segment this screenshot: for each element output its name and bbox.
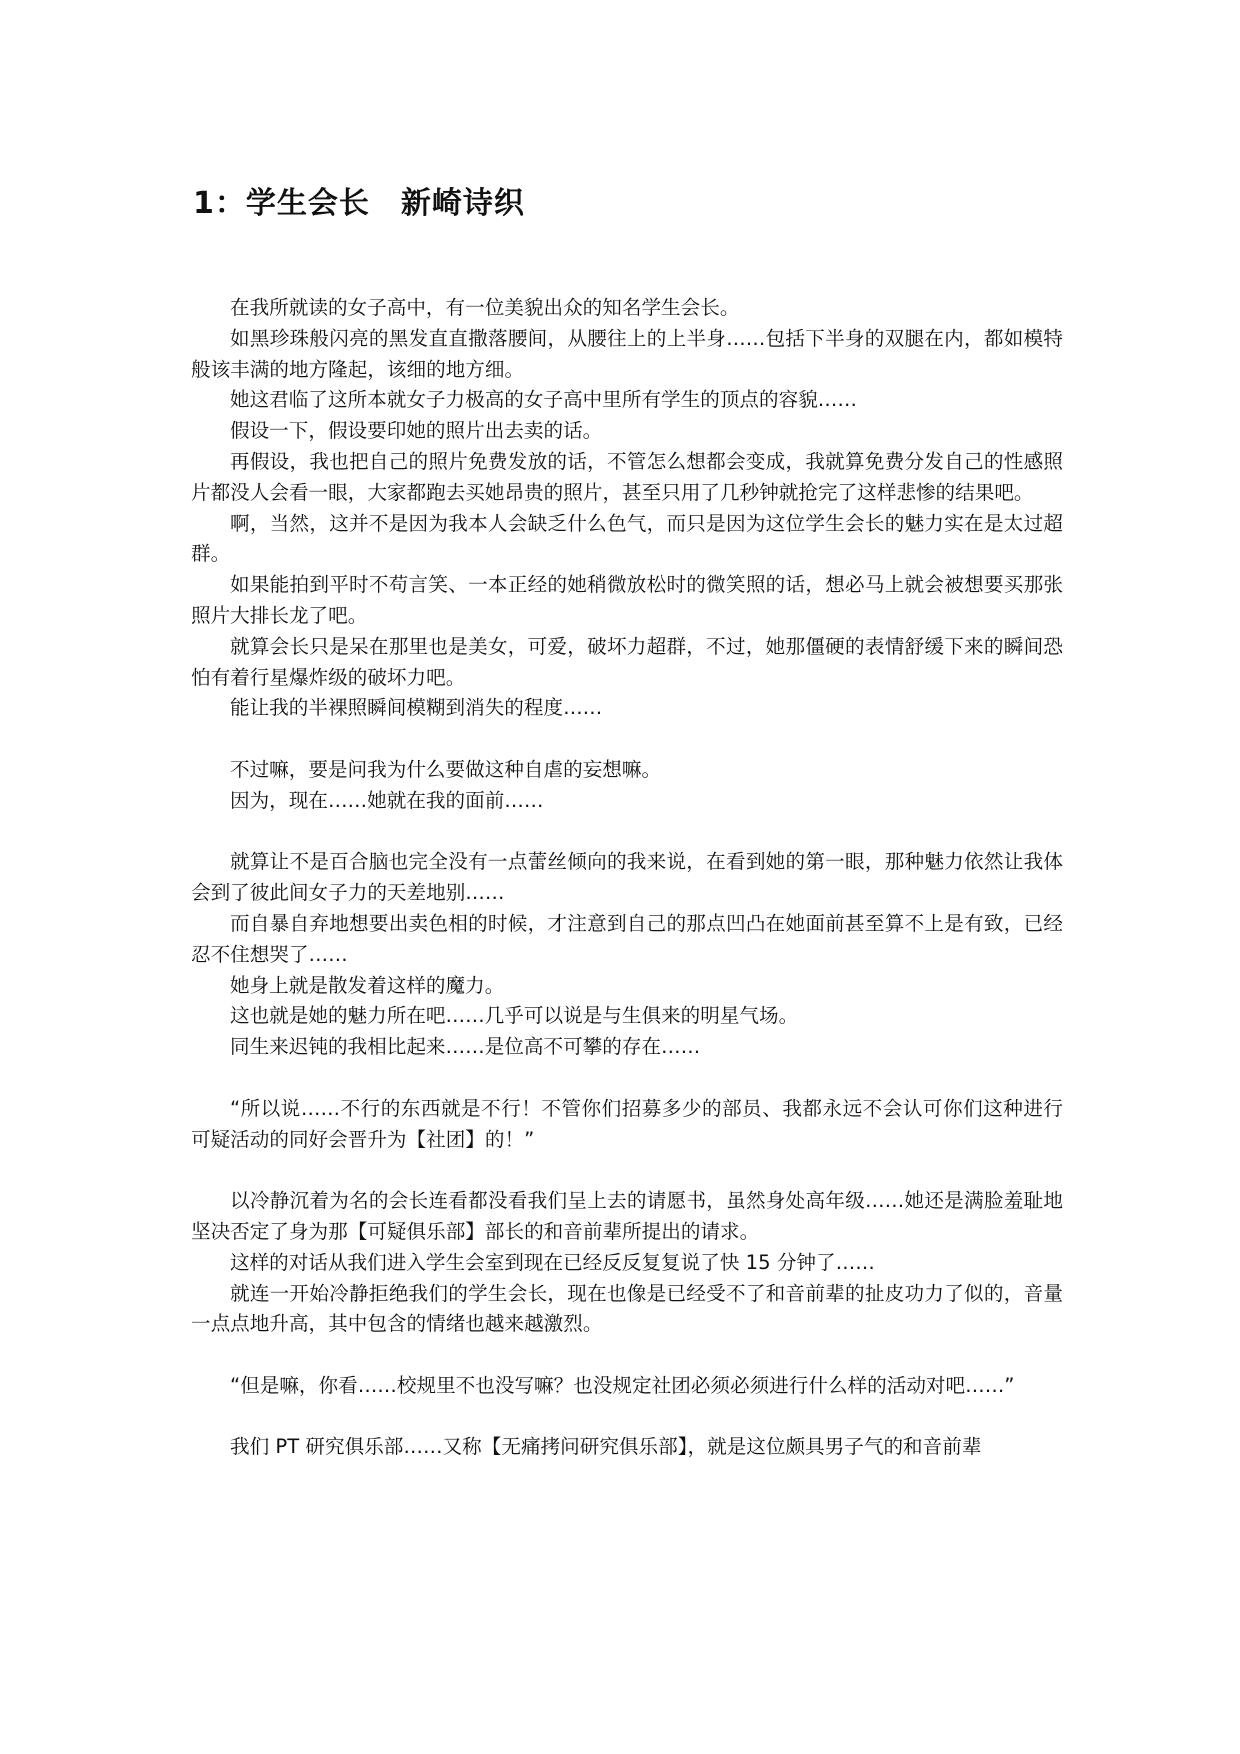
paragraph: 就连一开始冷静拒绝我们的学生会长，现在也像是已经受不了和音前辈的扯皮功力了似的，音量一点点地升高，其中包含的情绪也越来越激烈。	[191, 1281, 1063, 1336]
paragraph: 啊，当然，这并不是因为我本人会缺乏什么色气，而只是因为这位学生会长的魅力实在是太过超群。	[191, 511, 1063, 566]
paragraph: 如果能拍到平时不苟言笑、一本正经的她稍微放松时的微笑照的话，想必马上就会被想要买那张照片大排长龙了吧。	[191, 573, 1063, 627]
paragraph: 能让我的半裸照瞬间模糊到消失的程度……	[230, 696, 603, 720]
paragraph: 就算会长只是呆在那里也是美女，可爱，破坏力超群，不过，她那僵硬的表情舒缓下来的瞬间恐怕有着行星爆炸级的破坏力吧。	[191, 634, 1063, 689]
blank-line	[191, 1063, 1063, 1094]
paragraph: 这也就是她的魅力所在吧……几乎可以说是与生俱来的明星气场。	[230, 1004, 799, 1028]
blank-line	[191, 1155, 1063, 1186]
paragraph: 以冷静沉着为名的会长连看都没看我们呈上去的请愿书，虽然身处高年级……她还是满脸羞耻地坚决否定了身为那【可疑俱乐部】部长的和音前辈所提出的请求。	[191, 1189, 1063, 1243]
paragraph: 如黑珍珠般闪亮的黑发直直撒落腰间，从腰往上的上半身……包括下半身的双腿在内，都如模特般该丰满的地方隆起，该细的地方细。	[191, 326, 1063, 381]
dialogue-paragraph: “但是嘛，你看……校规里不也没写嘛？也没规定社团必须必须进行什么样的活动对吧……”	[230, 1373, 1015, 1397]
dialogue-paragraph: “所以说……不行的东西就是不行！不管你们招募多少的部员、我都永远不会认可你们这种进行可疑活动的同好会晋升为【社团】的！”	[191, 1096, 1063, 1151]
paragraph: 因为，现在……她就在我的面前……	[230, 788, 544, 812]
blank-line	[191, 1402, 1063, 1433]
chapter-title: 1：学生会长 新崎诗织	[193, 186, 525, 221]
paragraph: 我们 PT 研究俱乐部……又称【无痛拷问研究俱乐部】，就是这位颇具男子气的和音前辈	[230, 1435, 982, 1459]
blank-line	[191, 817, 1063, 848]
paragraph: 这样的对话从我们进入学生会室到现在已经反反复复说了快 15 分钟了……	[230, 1250, 875, 1274]
blank-line	[191, 724, 1063, 755]
paragraph: 而自暴自弃地想要出卖色相的时候，才注意到自己的那点凹凸在她面前甚至算不上是有致，已经忍不住想哭了……	[191, 911, 1063, 966]
chapter-body	[191, 293, 1063, 1463]
paragraph: 她这君临了这所本就女子力极高的女子高中里所有学生的顶点的容貌……	[230, 388, 857, 412]
paragraph: 在我所就读的女子高中，有一位美貌出众的知名学生会长。	[230, 296, 740, 319]
paragraph: 同生来迟钝的我相比起来……是位高不可攀的存在……	[230, 1035, 701, 1059]
paragraph: 再假设，我也把自己的照片免费发放的话，不管怎么想都会变成，我就算免费分发自己的性感照片都没人会看一眼，大家都跑去买她昂贵的照片，甚至只用了几秒钟就抢完了这样悲惨的结果吧。	[191, 449, 1063, 504]
paragraph: 就算让不是百合脑也完全没有一点蕾丝倾向的我来说，在看到她的第一眼，那种魅力依然让我体会到了彼此间女子力的天差地别……	[191, 850, 1063, 905]
paragraph: 她身上就是散发着这样的魔力。	[230, 973, 505, 997]
paragraph: 假设一下，假设要印她的照片出去卖的话。	[230, 419, 603, 443]
paragraph: 不过嘛，要是问我为什么要做这种自虐的妄想嘛。	[230, 757, 662, 781]
blank-line	[191, 1340, 1063, 1371]
